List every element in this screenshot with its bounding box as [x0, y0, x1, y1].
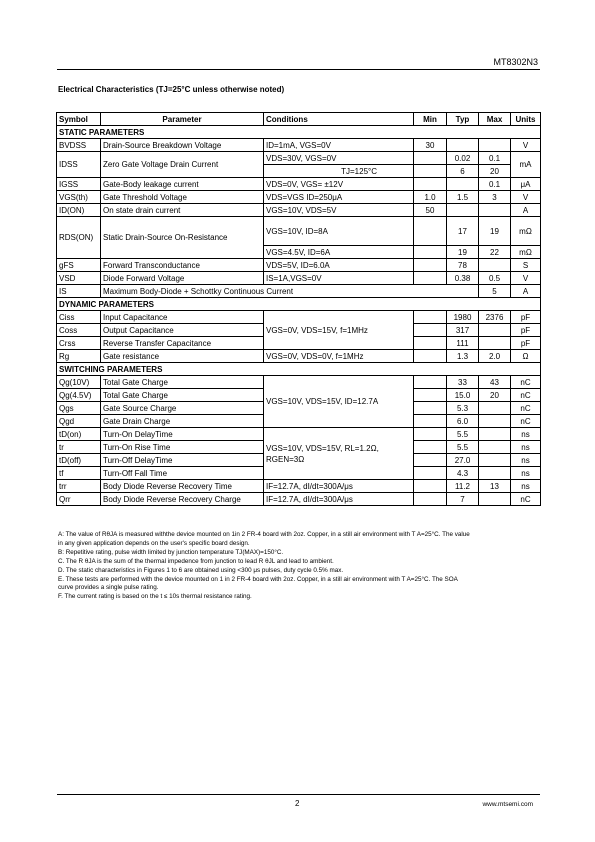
section-label: STATIC PARAMETERS — [57, 126, 541, 139]
min-cell — [414, 428, 447, 441]
min-cell — [414, 402, 447, 415]
table-row — [57, 480, 541, 493]
typ-cell: 5.3 — [447, 402, 479, 415]
max-cell: 19 — [479, 217, 511, 246]
typ-cell: 19 — [447, 246, 479, 259]
table-row — [57, 350, 541, 363]
column-header: Symbol — [57, 113, 101, 126]
min-cell: 1.0 — [414, 191, 447, 204]
min-cell — [414, 152, 447, 165]
symbol-cell: Crss — [57, 337, 101, 350]
section-label: DYNAMIC PARAMETERS — [57, 298, 541, 311]
condition-cell: IS=1A,VGS=0V — [264, 272, 414, 285]
parameter-cell: Body Diode Reverse Recovery Time — [101, 480, 264, 493]
typ-cell: 4.3 — [447, 467, 479, 480]
parameter-cell: Total Gate Charge — [101, 389, 264, 402]
header-divider — [57, 69, 540, 70]
min-cell — [414, 259, 447, 272]
parameter-cell: Diode Forward Voltage — [101, 272, 264, 285]
table-row — [57, 204, 541, 217]
symbol-cell: IDSS — [57, 152, 101, 178]
parameter-cell: Zero Gate Voltage Drain Current — [101, 152, 264, 178]
table-row — [57, 311, 541, 324]
max-cell: 20 — [479, 165, 511, 178]
unit-cell: V — [511, 272, 541, 285]
symbol-cell: tD(on) — [57, 428, 101, 441]
parameter-cell: Gate-Body leakage current — [101, 178, 264, 191]
min-cell — [414, 337, 447, 350]
max-cell — [479, 441, 511, 454]
column-header: Parameter — [101, 113, 264, 126]
max-cell: 5 — [479, 285, 511, 298]
parameter-cell: Input Capacitance — [101, 311, 264, 324]
condition-cell: VDS=VGS ID=250μA — [264, 191, 414, 204]
unit-cell: S — [511, 259, 541, 272]
unit-cell: pF — [511, 337, 541, 350]
footnote: E. These tests are performed with the device mounted on 1 in 2 FR-4 board with 2oz. Copper, in a still air environment with T A=25°C. The SOA — [58, 575, 458, 583]
typ-cell: 6.0 — [447, 415, 479, 428]
unit-cell: V — [511, 191, 541, 204]
symbol-cell: trr — [57, 480, 101, 493]
unit-cell: nC — [511, 493, 541, 506]
table-row — [57, 376, 541, 389]
typ-cell: 1.5 — [447, 191, 479, 204]
symbol-cell: Qgs — [57, 402, 101, 415]
typ-cell: 11.2 — [447, 480, 479, 493]
min-cell — [414, 389, 447, 402]
max-cell — [479, 454, 511, 467]
condition-cell — [264, 428, 414, 480]
column-header: Typ — [447, 113, 479, 126]
unit-cell: V — [511, 139, 541, 152]
footnote: C. The R θJA is the sum of the thermal impedence from junction to lead R θJL and lead to ambient. — [58, 557, 334, 565]
column-header: Conditions — [264, 113, 414, 126]
typ-cell: 317 — [447, 324, 479, 337]
min-cell — [414, 324, 447, 337]
parameter-cell: Reverse Transfer Capacitance — [101, 337, 264, 350]
max-cell — [479, 139, 511, 152]
unit-cell: pF — [511, 311, 541, 324]
max-cell: 2376 — [479, 311, 511, 324]
min-cell: 30 — [414, 139, 447, 152]
footnotes — [58, 531, 538, 602]
table-row — [57, 217, 541, 246]
min-cell — [414, 415, 447, 428]
symbol-cell: tr — [57, 441, 101, 454]
typ-cell: 15.0 — [447, 389, 479, 402]
typ-cell: 27.0 — [447, 454, 479, 467]
symbol-cell: VGS(th) — [57, 191, 101, 204]
footnote: B: Repetitive rating, pulse width limited by junction temperature TJ(MAX)=150°C. — [58, 548, 284, 556]
symbol-cell: RDS(ON) — [57, 217, 101, 259]
max-cell — [479, 324, 511, 337]
symbol-cell: Qrr — [57, 493, 101, 506]
website-link[interactable]: www.mtsemi.com — [482, 801, 533, 808]
max-cell — [479, 467, 511, 480]
parameter-cell: Output Capacitance — [101, 324, 264, 337]
section-row — [57, 363, 541, 376]
column-header: Min — [414, 113, 447, 126]
condition-cell: IF=12.7A, dI/dt=300A/μs — [264, 480, 414, 493]
typ-cell: 5.5 — [447, 428, 479, 441]
parameter-cell: Gate Drain Charge — [101, 415, 264, 428]
symbol-cell: Ciss — [57, 311, 101, 324]
footnote: in any given application depends on the user's specific board design. — [58, 539, 250, 547]
typ-cell: 0.02 — [447, 152, 479, 165]
max-cell: 20 — [479, 389, 511, 402]
max-cell: 2.0 — [479, 350, 511, 363]
parameter-cell: Drain-Source Breakdown Voltage — [101, 139, 264, 152]
condition-cell: IF=12.7A, dI/dt=300A/μs — [264, 493, 414, 506]
condition-cell: TJ=125°C — [264, 165, 414, 178]
condition-cell: VDS=30V, VGS=0V — [264, 152, 414, 165]
symbol-cell: VSD — [57, 272, 101, 285]
min-cell — [414, 217, 447, 246]
min-cell — [414, 350, 447, 363]
page-number: 2 — [295, 799, 300, 808]
typ-cell: 111 — [447, 337, 479, 350]
typ-cell — [447, 139, 479, 152]
table-header-row — [57, 113, 541, 126]
switching-condition-line2: RGEN=3Ω — [266, 454, 305, 464]
condition-cell: VGS=4.5V, ID=6A — [264, 246, 414, 259]
column-header: Max — [479, 113, 511, 126]
max-cell — [479, 337, 511, 350]
parameter-cell: Turn-Off DelayTime — [101, 454, 264, 467]
condition-cell: VDS=0V, VGS= ±12V — [264, 178, 414, 191]
symbol-cell: tD(off) — [57, 454, 101, 467]
condition-cell: VGS=10V, VDS=15V, ID=12.7A — [264, 376, 414, 428]
max-cell — [479, 402, 511, 415]
condition-cell: VGS=0V, VDS=15V, f=1MHz — [264, 311, 414, 350]
parameter-cell: Turn-Off Fall Time — [101, 467, 264, 480]
switching-condition-line1: VGS=10V, VDS=15V, RL=1.2Ω, — [266, 443, 379, 453]
symbol-cell: Qgd — [57, 415, 101, 428]
unit-cell: mΩ — [511, 217, 541, 246]
parameter-cell: Total Gate Charge — [101, 376, 264, 389]
max-cell: 13 — [479, 480, 511, 493]
unit-cell: nC — [511, 415, 541, 428]
footnote: D. The static characteristics in Figures 1 to 6 are obtained using <300 μs pulses, duty cycle 0.5% max. — [58, 566, 344, 574]
symbol-cell: Coss — [57, 324, 101, 337]
table-row — [57, 139, 541, 152]
condition-cell: ID=1mA, VGS=0V — [264, 139, 414, 152]
min-cell — [414, 441, 447, 454]
max-cell — [479, 259, 511, 272]
table-row — [57, 428, 541, 441]
parameter-cell: Turn-On Rise Time — [101, 441, 264, 454]
unit-cell: ns — [511, 454, 541, 467]
symbol-cell: gFS — [57, 259, 101, 272]
parameter-cell: Gate Threshold Voltage — [101, 191, 264, 204]
min-cell — [414, 467, 447, 480]
symbol-cell: ID(ON) — [57, 204, 101, 217]
section-label: SWITCHING PARAMETERS — [57, 363, 541, 376]
typ-cell: 33 — [447, 376, 479, 389]
typ-cell: 17 — [447, 217, 479, 246]
parameter-cell: Forward Transconductance — [101, 259, 264, 272]
typ-cell: 7 — [447, 493, 479, 506]
unit-cell: ns — [511, 467, 541, 480]
min-cell — [414, 480, 447, 493]
max-cell: 43 — [479, 376, 511, 389]
parameter-cell: Body Diode Reverse Recovery Charge — [101, 493, 264, 506]
table-row — [57, 191, 541, 204]
unit-cell: Ω — [511, 350, 541, 363]
unit-cell: ns — [511, 428, 541, 441]
max-cell — [479, 493, 511, 506]
max-cell — [479, 204, 511, 217]
unit-cell: A — [511, 285, 541, 298]
symbol-cell: IGSS — [57, 178, 101, 191]
unit-cell: nC — [511, 389, 541, 402]
footnote: F. The current rating is based on the t ≤ 10s thermal resistance rating. — [58, 593, 252, 601]
typ-cell — [447, 178, 479, 191]
max-cell: 0.5 — [479, 272, 511, 285]
parameter-cell: Gate Source Charge — [101, 402, 264, 415]
parameter-cell: On state drain current — [101, 204, 264, 217]
max-cell — [479, 428, 511, 441]
footer-divider — [57, 794, 540, 795]
table-row — [57, 493, 541, 506]
section-row — [57, 298, 541, 311]
table-row — [57, 272, 541, 285]
section-title: Electrical Characteristics (TJ=25°C unless otherwise noted) — [58, 85, 285, 94]
max-cell: 3 — [479, 191, 511, 204]
max-cell: 0.1 — [479, 178, 511, 191]
section-row — [57, 126, 541, 139]
unit-cell: ns — [511, 441, 541, 454]
min-cell — [414, 454, 447, 467]
parameter-cell: Static Drain-Source On-Resistance — [101, 217, 264, 259]
min-cell — [414, 493, 447, 506]
unit-cell: pF — [511, 324, 541, 337]
typ-cell: 78 — [447, 259, 479, 272]
symbol-cell: IS — [57, 285, 101, 298]
min-cell — [414, 272, 447, 285]
unit-cell: mΩ — [511, 246, 541, 259]
typ-cell: 5.5 — [447, 441, 479, 454]
table-row — [57, 259, 541, 272]
unit-cell: nC — [511, 376, 541, 389]
condition-cell: VGS=10V, VDS=5V — [264, 204, 414, 217]
symbol-cell: Qg(4.5V) — [57, 389, 101, 402]
condition-cell: VGS=0V, VDS=0V, f=1MHz — [264, 350, 414, 363]
min-cell — [414, 178, 447, 191]
min-cell — [414, 165, 447, 178]
typ-cell: 6 — [447, 165, 479, 178]
typ-cell — [447, 204, 479, 217]
symbol-cell: Rg — [57, 350, 101, 363]
symbol-cell: Qg(10V) — [57, 376, 101, 389]
parameter-cell: Gate resistance — [101, 350, 264, 363]
min-cell — [414, 311, 447, 324]
min-cell: 50 — [414, 204, 447, 217]
part-number: MT8302N3 — [493, 57, 538, 67]
typ-cell: 1.3 — [447, 350, 479, 363]
parameter-cell: Maximum Body-Diode + Schottky Continuous Current — [101, 285, 479, 298]
max-cell: 22 — [479, 246, 511, 259]
column-header: Units — [511, 113, 541, 126]
symbol-cell: tf — [57, 467, 101, 480]
table-row — [57, 285, 541, 298]
min-cell — [414, 376, 447, 389]
parameter-cell: Turn-On DelayTime — [101, 428, 264, 441]
unit-cell: μA — [511, 178, 541, 191]
footnote: A: The value of RθJA is measured withthe device mounted on 1in 2 FR-4 board with 2oz. Copper, in a still air environment with T A=25°C. The value — [58, 531, 470, 538]
unit-cell: A — [511, 204, 541, 217]
table-row — [57, 152, 541, 165]
condition-cell: VDS=5V, ID=6.0A — [264, 259, 414, 272]
electrical-characteristics-table — [56, 112, 541, 506]
typ-cell: 0.38 — [447, 272, 479, 285]
max-cell — [479, 415, 511, 428]
max-cell: 0.1 — [479, 152, 511, 165]
unit-cell: mA — [511, 152, 541, 178]
condition-cell: VGS=10V, ID=8A — [264, 217, 414, 246]
typ-cell: 1980 — [447, 311, 479, 324]
unit-cell: nC — [511, 402, 541, 415]
min-cell — [414, 246, 447, 259]
footnote: curve provides a single pulse rating. — [58, 584, 159, 592]
table-row — [57, 178, 541, 191]
symbol-cell: BVDSS — [57, 139, 101, 152]
unit-cell: ns — [511, 480, 541, 493]
